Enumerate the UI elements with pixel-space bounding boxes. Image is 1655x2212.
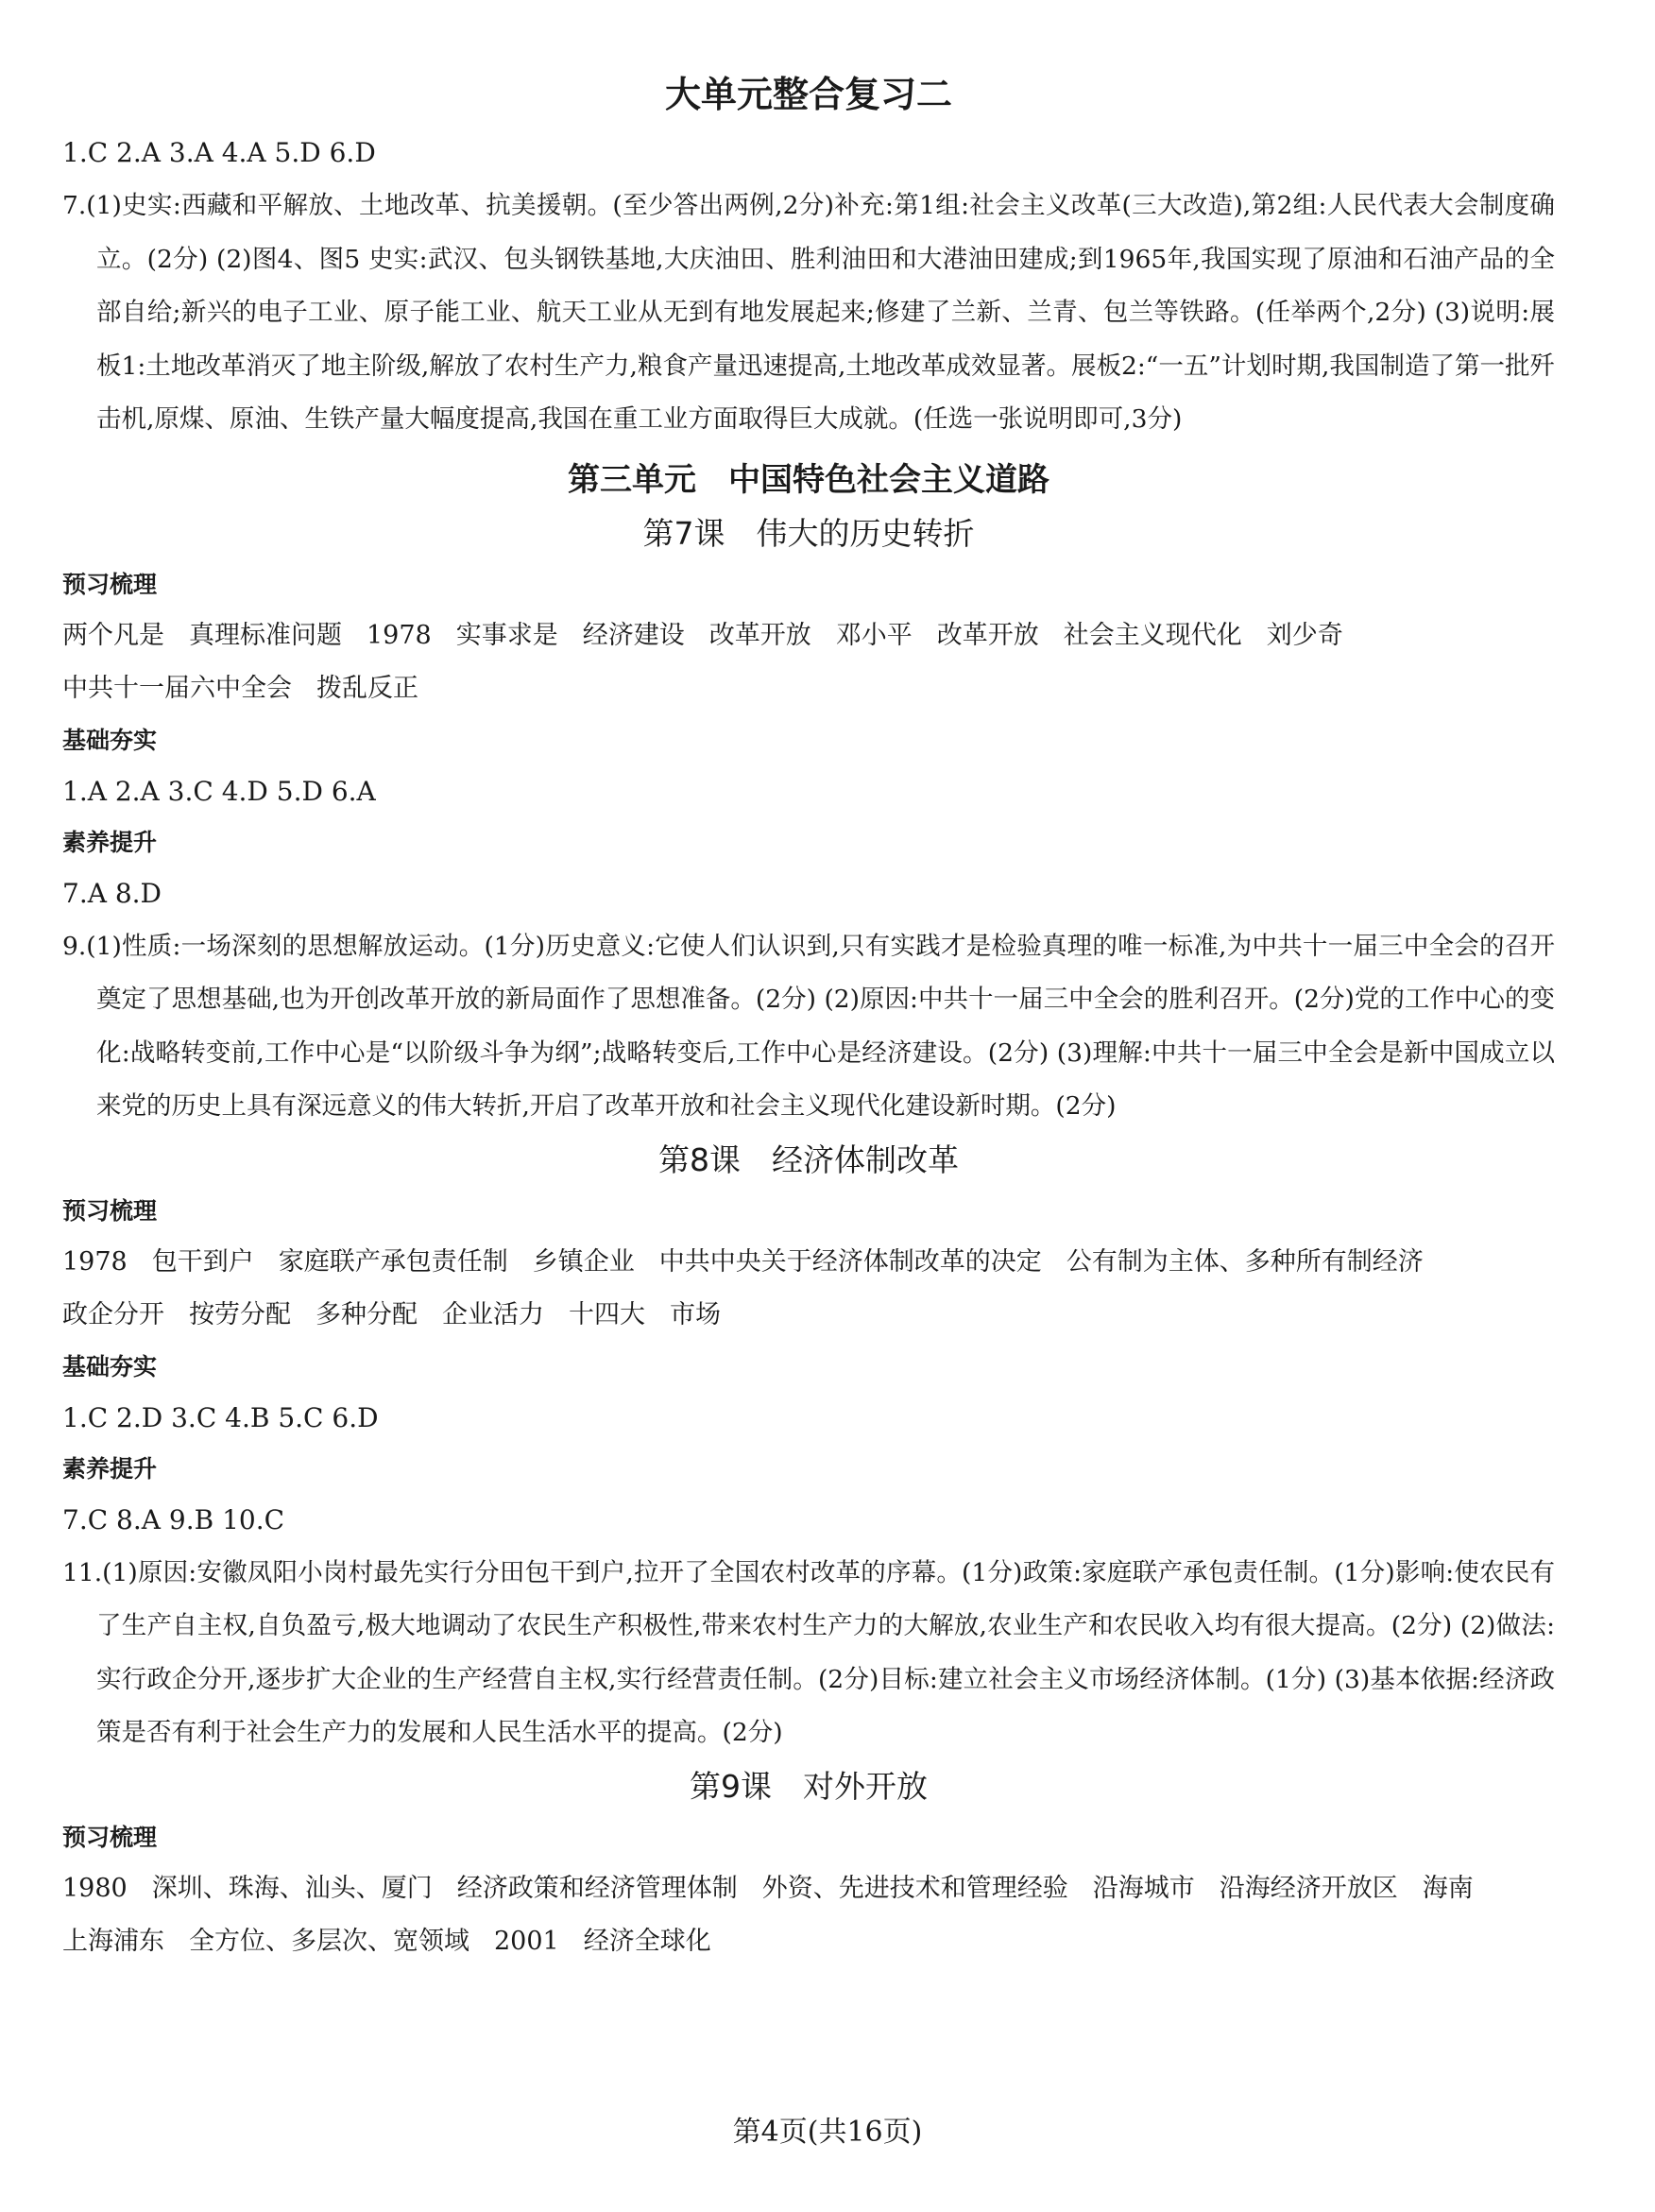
term: 深圳、珠海、汕头、厦门 (151, 1873, 433, 1903)
term: 实事求是 (455, 620, 558, 650)
term: 改革开放 (936, 620, 1039, 650)
lesson8-basic-answers: 1.C 2.D 3.C 4.B 5.C 6.D (62, 1401, 379, 1433)
term: 两个凡是 (62, 620, 164, 650)
lesson7-basic-answers: 1.A 2.A 3.C 4.D 5.D 6.A (62, 775, 376, 807)
lesson8-basic-heading: 基础夯实 (62, 1352, 158, 1380)
lesson7-preview-terms (62, 609, 1555, 716)
term: 1980 (62, 1873, 128, 1903)
term: 多种分配 (316, 1300, 418, 1329)
term: 海南 (1422, 1873, 1474, 1903)
page-footer: 第4页(共16页) (732, 2116, 923, 2149)
term: 拨乱反正 (316, 674, 418, 703)
review2-q7: 7.(1)史实:西藏和平解放、土地改革、抗美援朝。(至少答出两例,2分)补充:第1组:社会主义改革(三大改造),第2组:人民代表大会制度确立。(2分) (2)图4、图5 史实:武汉、包头钢铁基地,大庆油田、胜利油田和大港油田建成;到1965年,我国实现了原油和石油产品的全部自给;新兴的电子工业、原子能工业、航天工业从无到有地发展起来;修建了兰新、兰青、包兰等铁路。(任举两个,2分) (3)说明:展板1:土地改革消灭了地主阶级,解放了农村生产力,粮食产量迅速提高,土地改革成效显著。展板2:“一五”计划时期,我国制造了第一批歼击机,原煤、原油、生铁产量大幅度提高,我国在重工业方面取得巨大成就。(任选一张说明即可,3分) (62, 191, 1555, 434)
lesson9-title: 第9课 对外开放 (690, 1767, 928, 1805)
term: 中共中央关于经济体制改革的决定 (658, 1246, 1042, 1277)
lesson8-literacy-answers: 7.C 8.A 9.B 10.C (62, 1503, 285, 1535)
lesson7-title: 第7课 伟大的历史转折 (642, 514, 975, 552)
term: 改革开放 (708, 620, 811, 650)
lesson7-preview-heading: 预习梳理 (62, 570, 158, 598)
term: 刘少奇 (1266, 620, 1343, 650)
term: 家庭联产承包责任制 (278, 1246, 508, 1277)
review2-answers: 1.C 2.A 3.A 4.A 5.D 6.D (62, 137, 376, 168)
lesson9-preview-terms (62, 1862, 1555, 1969)
term: 政企分开 (62, 1300, 164, 1329)
term: 全方位、多层次、宽领域 (189, 1927, 469, 1956)
page-content (62, 64, 1555, 1969)
lesson7-q9: 9.(1)性质:一场深刻的思想解放运动。(1分)历史意义:它使人们认识到,只有实践才是检验真理的唯一标准,为中共十一届三中全会的召开奠定了思想基础,也为开创改革开放的新局面作了思想准备。(2分) (2)原因:中共十一届三中全会的胜利召开。(2分)党的工作中心的变化:战略转变前,工作中心是“以阶级斗争为纲”;战略转变后,工作中心是经济建设。(2分) (3)理解:中共十一届三中全会是新中国成立以来党的历史上具有深远意义的伟大转折,开启了改革开放和社会主义现代化建设新时期。(2分) (62, 931, 1555, 1121)
lesson9-preview-heading: 预习梳理 (62, 1823, 158, 1851)
term: 企业活力 (442, 1300, 544, 1329)
term: 邓小平 (835, 620, 913, 650)
term: 公有制为主体、多种所有制经济 (1066, 1246, 1424, 1277)
term: 按劳分配 (189, 1300, 291, 1329)
term: 沿海城市 (1092, 1873, 1195, 1903)
term: 经济全球化 (583, 1927, 711, 1956)
lesson8-literacy-heading: 素养提升 (62, 1454, 158, 1483)
term: 真理标准问题 (189, 620, 342, 650)
term: 1978 (62, 1246, 128, 1277)
lesson7-literacy-heading: 素养提升 (62, 828, 158, 856)
term: 沿海经济开放区 (1219, 1873, 1398, 1903)
term: 十四大 (569, 1300, 645, 1329)
lesson8-title: 第8课 经济体制改革 (658, 1140, 959, 1178)
term: 中共十一届六中全会 (62, 674, 292, 703)
term: 经济政策和经济管理体制 (456, 1873, 738, 1903)
page-title: 大单元整合复习二 (664, 74, 952, 115)
unit3-title: 第三单元 中国特色社会主义道路 (568, 460, 1049, 499)
term: 外资、先进技术和管理经验 (761, 1873, 1068, 1903)
term: 2001 (494, 1927, 559, 1956)
lesson8-q11: 11.(1)原因:安徽凤阳小岗村最先实行分田包干到户,拉开了全国农村改革的序幕。(1分)政策:家庭联产承包责任制。(1分)影响:使农民有了生产自主权,自负盈亏,极大地调动了农民生产积极性,带来农村生产力的大解放,农业生产和农民收入均有很大提高。(2分) (2)做法:实行政企分开,逐步扩大企业的生产经营自主权,实行经营责任制。(2分)目标:建立社会主义市场经济体制。(1分) (3)基本依据:经济政策是否有利于社会生产力的发展和人民生活水平的提高。(2分) (62, 1557, 1555, 1747)
term: 经济建设 (582, 620, 685, 650)
lesson7-basic-heading: 基础夯实 (62, 726, 158, 754)
term: 市场 (670, 1300, 721, 1329)
lesson8-preview-terms (62, 1236, 1555, 1343)
term: 乡镇企业 (532, 1246, 635, 1277)
lesson7-literacy-answers: 7.A 8.D (62, 877, 162, 909)
term: 1978 (367, 620, 432, 650)
term: 社会主义现代化 (1063, 620, 1242, 650)
term: 包干到户 (151, 1246, 254, 1277)
lesson8-preview-heading: 预习梳理 (62, 1196, 158, 1225)
term: 上海浦东 (62, 1927, 164, 1956)
